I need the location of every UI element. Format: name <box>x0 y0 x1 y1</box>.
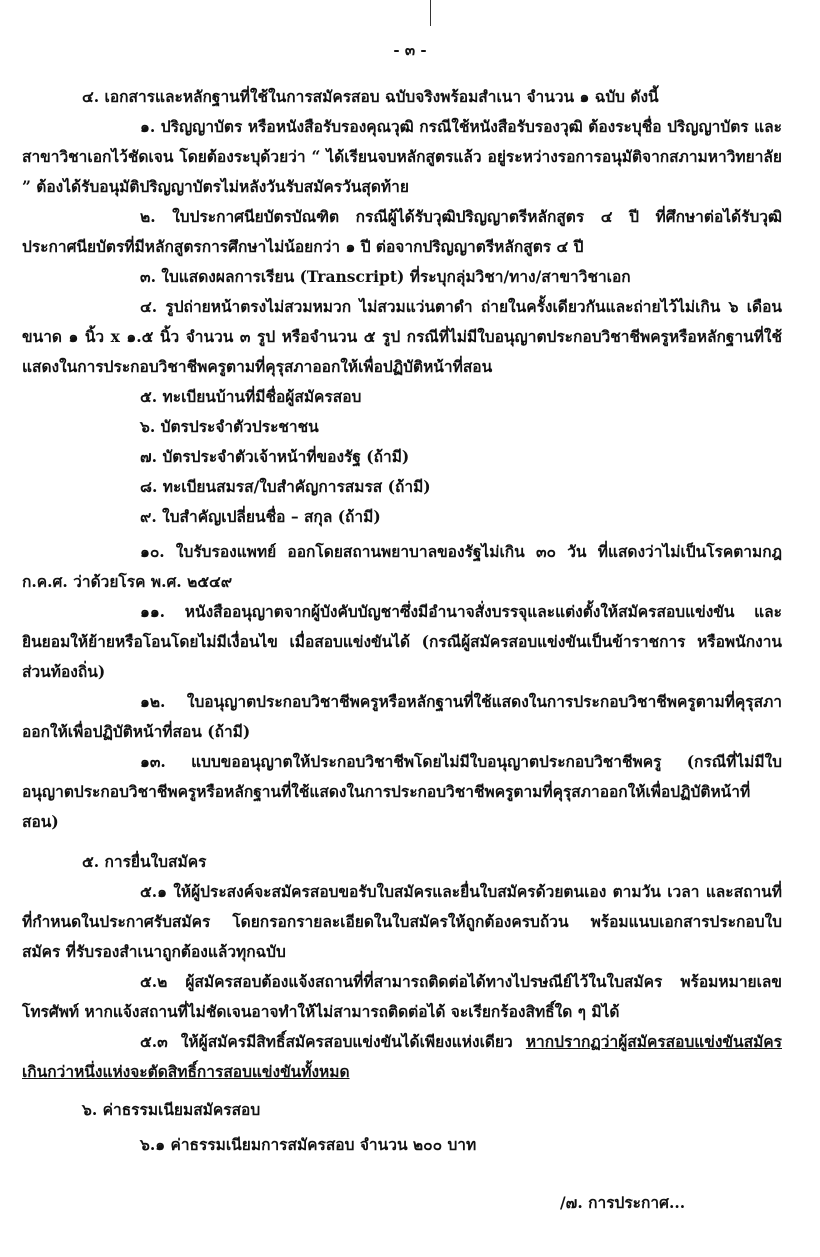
section-4-item-12: ๑๒. ใบอนุญาตประกอบวิชาชีพครูหรือหลักฐานที่ใช้แสดงในการประกอบวิชาชีพครูตามที่คุรุสภาออกให้เพื่อปฏิบัติหน้าที่สอน (ถ้ามี) <box>22 692 782 741</box>
section-4-item-3: ๓. ใบแสดงผลการเรียน (Transcript) ที่ระบุกลุ่มวิชา/ทาง/สาขาวิชาเอก <box>140 267 631 286</box>
section-4-item-8: ๘. ทะเบียนสมรส/ใบสำคัญการสมรส (ถ้ามี) <box>140 477 431 496</box>
section-6-heading: ๖. ค่าธรรมเนียมสมัครสอบ <box>82 1100 261 1119</box>
page-number: - ๓ - <box>393 41 427 59</box>
section-4-item-11: ๑๑. หนังสืออนุญาตจากผู้บังคับบัญชาซึ่งมีอำนาจสั่งบรรจุและแต่งตั้งให้สมัครสอบแข่งขัน และยินยอมให้ย้ายหรือโอนโดยไม่มีเงื่อนไข เมื่อสอบแข่งขันได้ (กรณีผู้สมัครสอบแข่งขันเป็นข้าราชการ หรือพนักงานส่วนท้องถิ่น) <box>22 602 782 681</box>
section-5-item-1: ๕.๑ ให้ผู้ประสงค์จะสมัครสอบขอรับใบสมัครและยื่นใบสมัครด้วยตนเอง ตามวัน เวลา และสถานที่ที่กำหนดในประกาศรับสมัคร โดยกรอกรายละเอียดในใบสมัครให้ถูกต้องครบถ้วน พร้อมแนบเอกสารประกอบใบสมัคร ที่รับรองสำเนาถูกต้องแล้วทุกฉบับ <box>22 882 782 961</box>
scan-artifact-line <box>430 0 431 26</box>
section-5-item-3 <box>22 1027 782 1087</box>
section-4-item-7: ๗. บัตรประจำตัวเจ้าหน้าที่ของรัฐ (ถ้ามี) <box>140 447 410 466</box>
section-6-item-1: ๖.๑ ค่าธรรมเนียมการสมัครสอบ จำนวน ๒๐๐ บาท <box>140 1135 477 1154</box>
section-5-item-3-underlined: หากปรากฏว่าผู้สมัครสอบแข่งขันสมัครเกินกว่าหนึ่งแห่งจะตัดสิทธิ์การสอบแข่งขันทั้งหมด <box>22 1032 782 1081</box>
section-4-item-13: ๑๓. แบบขออนุญาตให้ประกอบวิชาชีพโดยไม่มีใบอนุญาตประกอบวิชาชีพครู (กรณีที่ไม่มีใบอนุญาตประกอบวิชาชีพครูหรือหลักฐานที่ใช้แสดงในการประกอบวิชาชีพครูตามที่คุรุสภาออกให้เพื่อปฏิบัติหน้าที่สอน) <box>22 752 782 831</box>
section-4-item-9: ๙. ใบสำคัญเปลี่ยนชื่อ – สกุล (ถ้ามี) <box>140 507 381 526</box>
section-5-item-2: ๕.๒ ผู้สมัครสอบต้องแจ้งสถานที่ที่สามารถติดต่อได้ทางไปรษณีย์ไว้ในใบสมัคร พร้อมหมายเลขโทรศัพท์ หากแจ้งสถานที่ไม่ชัดเจนอาจทำให้ไม่สามารถติดต่อได้ จะเรียกร้องสิทธิ์ใด ๆ มิได้ <box>22 972 782 1021</box>
section-5-item-3-text: ๕.๓ ให้ผู้สมัครมีสิทธิ์สมัครสอบแข่งขันได้เพียงแห่งเดียว <box>140 1032 526 1051</box>
section-4-heading: ๔. เอกสารและหลักฐานที่ใช้ในการสมัครสอบ ฉบับจริงพร้อมสำเนา จำนวน ๑ ฉบับ ดังนี้ <box>82 87 659 106</box>
section-4-item-1: ๑. ปริญญาบัตร หรือหนังสือรับรองคุณวุฒิ กรณีใช้หนังสือรับรองวุฒิ ต้องระบุชื่อ ปริญญาบัตร และสาขาวิชาเอกไว้ชัดเจน โดยต้องระบุด้วยว่า “ ได้เรียนจบหลักสูตรแล้ว อยู่ระหว่างรอการอนุมัติจากสภามหาวิทยาลัย ” ต้องได้รับอนุมัติปริญญาบัตรไม่หลังวันรับสมัครวันสุดท้าย <box>22 117 782 196</box>
section-4-item-4: ๔. รูปถ่ายหน้าตรงไม่สวมหมวก ไม่สวมแว่นตาดำ ถ่ายในครั้งเดียวกันและถ่ายไว้ไม่เกิน ๖ เดือน ขนาด ๑ นิ้ว x ๑.๕ นิ้ว จำนวน ๓ รูป หรือจำนวน ๕ รูป กรณีที่ไม่มีใบอนุญาตประกอบวิชาชีพครูหรือหลักฐานที่ใช้แสดงในการประกอบวิชาชีพครูตามที่คุรุสภาออกให้เพื่อปฏิบัติหน้าที่สอน <box>22 297 782 376</box>
section-4-item-10: ๑๐. ใบรับรองแพทย์ ออกโดยสถานพยาบาลของรัฐไม่เกิน ๓๐ วัน ที่แสดงว่าไม่เป็นโรคตามกฎ ก.ค.ศ. ว่าด้วยโรค พ.ศ. ๒๕๔๙ <box>22 542 782 591</box>
section-5-heading: ๕. การยื่นใบสมัคร <box>82 852 207 871</box>
section-4-item-5: ๕. ทะเบียนบ้านที่มีชื่อผู้สมัครสอบ <box>140 387 362 406</box>
continuation-note: /๗. การประกาศ... <box>560 1193 686 1212</box>
section-4-item-6: ๖. บัตรประจำตัวประชาชน <box>140 417 319 436</box>
section-4-item-2: ๒. ใบประกาศนียบัตรบัณฑิต กรณีผู้ได้รับวุฒิปริญญาตรีหลักสูตร ๔ ปี ที่ศึกษาต่อได้รับวุฒิประกาศนียบัตรที่มีหลักสูตรการศึกษาไม่น้อยกว่า ๑ ปี ต่อจากปริญญาตรีหลักสูตร ๔ ปี <box>22 207 782 256</box>
